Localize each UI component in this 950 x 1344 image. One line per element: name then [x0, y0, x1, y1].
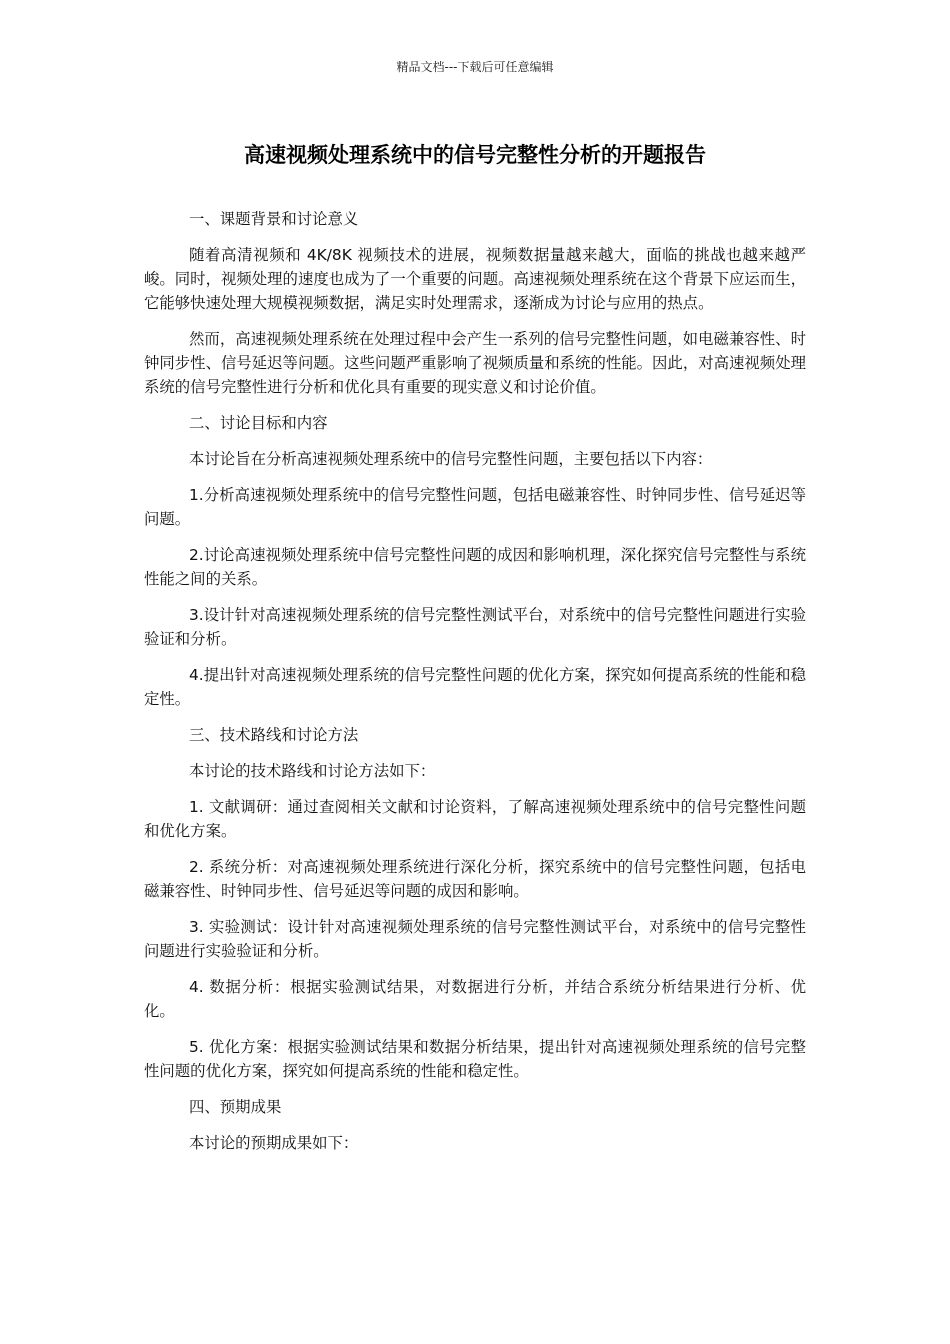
section-heading-methods: 三、技术路线和讨论方法: [189, 726, 359, 744]
paragraph-background-2: 然而，高速视频处理系统在处理过程中会产生一系列的信号完整性问题，如电磁兼容性、时钟同步性、信号延迟等问题。这些问题严重影响了视频质量和系统的性能。因此，对高速视频处理系统的信号完整性进行分析和优化具有重要的现实意义和讨论价值。: [144, 330, 806, 396]
document-title: 高速视频处理系统中的信号完整性分析的开题报告: [244, 143, 706, 167]
section-heading-outcomes: 四、预期成果: [189, 1098, 282, 1116]
paragraph-outcomes-intro: 本讨论的预期成果如下：: [189, 1134, 359, 1152]
list-item-goal-4: 4.提出针对高速视频处理系统的信号完整性问题的优化方案，探究如何提高系统的性能和稳定性。: [144, 666, 806, 708]
paragraph-methods-intro: 本讨论的技术路线和讨论方法如下：: [189, 762, 436, 780]
list-item-method-3: 3. 实验测试：设计针对高速视频处理系统的信号完整性测试平台，对系统中的信号完整性问题进行实验验证和分析。: [144, 918, 806, 960]
list-item-goal-3: 3.设计针对高速视频处理系统的信号完整性测试平台，对系统中的信号完整性问题进行实验验证和分析。: [144, 606, 806, 648]
list-item-method-4: 4. 数据分析：根据实验测试结果，对数据进行分析，并结合系统分析结果进行分析、优化。: [144, 978, 806, 1020]
paragraph-goals-intro: 本讨论旨在分析高速视频处理系统中的信号完整性问题，主要包括以下内容：: [189, 450, 713, 468]
section-heading-goals: 二、讨论目标和内容: [189, 414, 328, 432]
list-item-method-2: 2. 系统分析：对高速视频处理系统进行深化分析，探究系统中的信号完整性问题，包括电磁兼容性、时钟同步性、信号延迟等问题的成因和影响。: [144, 858, 806, 900]
section-heading-background: 一、课题背景和讨论意义: [189, 210, 359, 228]
page-header: 精品文档---下载后可任意编辑: [396, 60, 554, 74]
list-item-method-1: 1. 文献调研：通过查阅相关文献和讨论资料，了解高速视频处理系统中的信号完整性问题和优化方案。: [144, 798, 806, 840]
list-item-goal-1: 1.分析高速视频处理系统中的信号完整性问题，包括电磁兼容性、时钟同步性、信号延迟等问题。: [144, 486, 806, 528]
paragraph-background-1: 随着高清视频和 4K/8K 视频技术的进展，视频数据量越来越大，面临的挑战也越来越严峻。同时，视频处理的速度也成为了一个重要的问题。高速视频处理系统在这个背景下应运而生，它能够快速处理大规模视频数据，满足实时处理需求，逐渐成为讨论与应用的热点。: [144, 246, 806, 312]
list-item-goal-2: 2.讨论高速视频处理系统中信号完整性问题的成因和影响机理，深化探究信号完整性与系统性能之间的关系。: [144, 546, 806, 588]
document-body: [144, 207, 806, 1167]
list-item-method-5: 5. 优化方案：根据实验测试结果和数据分析结果，提出针对高速视频处理系统的信号完整性问题的优化方案，探究如何提高系统的性能和稳定性。: [144, 1038, 806, 1080]
